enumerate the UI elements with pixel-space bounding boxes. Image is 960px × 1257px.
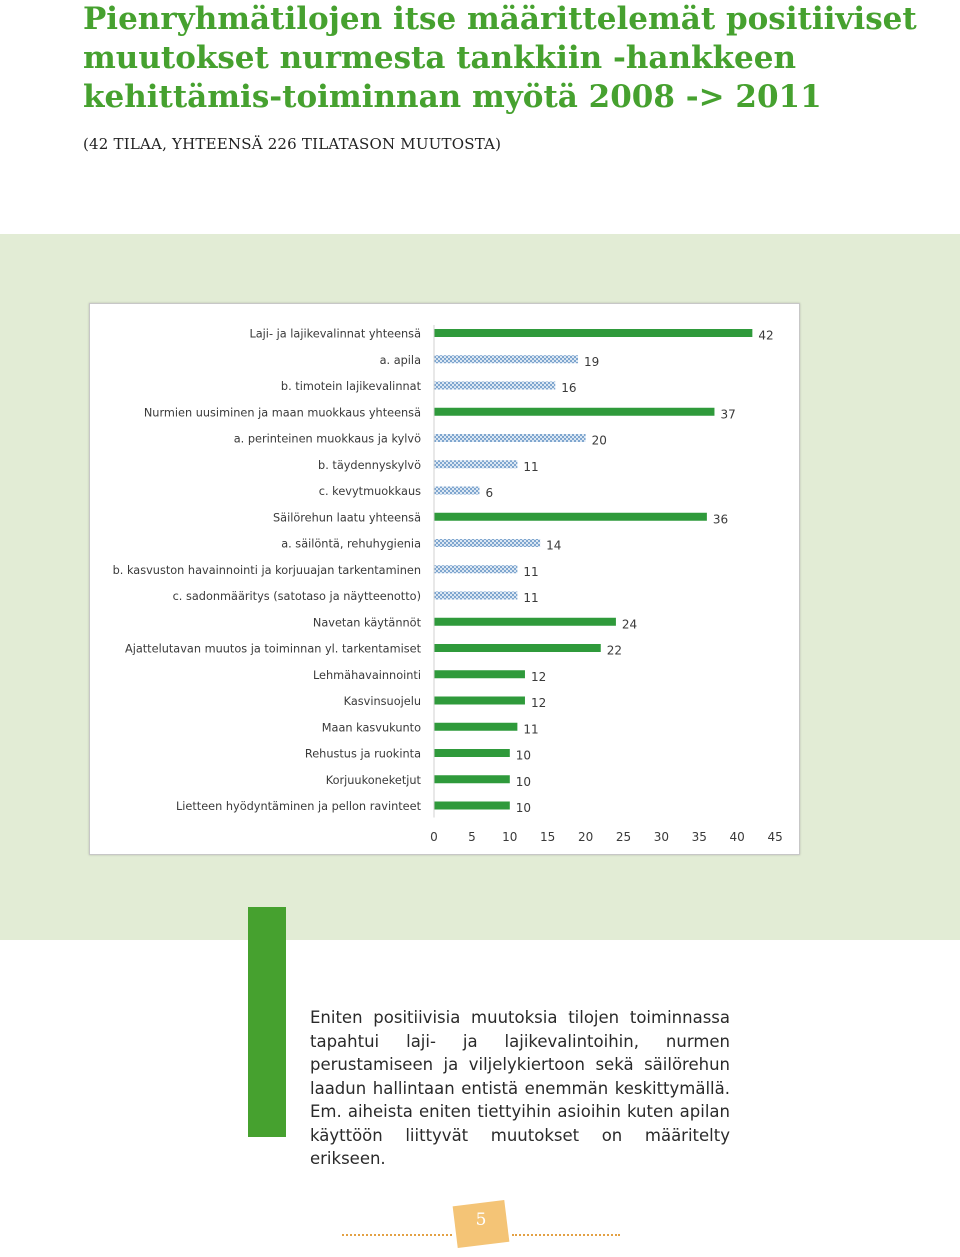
chart-bar xyxy=(434,775,510,783)
category-label: Lehmähavainnointi xyxy=(312,668,421,682)
accent-bar xyxy=(248,907,286,1137)
chart-bar xyxy=(434,802,510,810)
x-tick-label: 20 xyxy=(577,830,594,844)
x-tick-label: 45 xyxy=(767,830,783,844)
category-label: b. timotein lajikevalinnat xyxy=(280,380,421,393)
data-label: 11 xyxy=(523,591,539,605)
page-subtitle: (42 TILAA, YHTEENSÄ 226 TILATASON MUUTOSTA) xyxy=(83,135,502,153)
data-label: 22 xyxy=(606,643,623,658)
category-label: c. kevytmuokkaus xyxy=(318,485,421,498)
chart-bar xyxy=(434,513,707,521)
x-tick-label: 35 xyxy=(691,830,707,844)
data-label: 19 xyxy=(584,354,600,369)
category-label: Säilörehun laatu yhteensä xyxy=(272,511,421,525)
chart-bar xyxy=(434,670,525,678)
chart-bar xyxy=(434,618,616,626)
data-label: 11 xyxy=(523,459,539,474)
data-label: 6 xyxy=(485,486,494,500)
page-title: Pienryhmätilojen itse määrittelemät positiiviset muutokset nurmesta tankkiin -hankkeen kehittämis-toiminnan myötä 2008 -> 2011 xyxy=(83,1,917,115)
chart-frame xyxy=(89,303,800,855)
chart-bar xyxy=(434,723,517,731)
category-label: Maan kasvukunto xyxy=(321,721,421,735)
x-tick-label: 0 xyxy=(430,830,438,844)
body-paragraph: Eniten positiivisia muutoksia tilojen toiminnassa tapahtui laji- ja lajikevalintoihin, nurmen perustamiseen ja viljelykiertoon sekä säilörehun laadun hallintaan entistä enemmän keskittymällä. Em. aiheista eniten tiettyihin asioihin kuten apilan käyttöön liittyvät muutokset on määritelty erikseen. xyxy=(310,1008,730,1168)
category-label: a. perinteinen muokkaus ja kylvö xyxy=(233,432,421,446)
chart-bar xyxy=(434,408,714,416)
footer-dots-left xyxy=(342,1220,452,1236)
data-label: 10 xyxy=(515,801,532,815)
page-number: 5 xyxy=(475,1210,487,1230)
chart-bar xyxy=(434,382,555,390)
chart-bar xyxy=(434,434,586,442)
data-label: 12 xyxy=(530,696,547,710)
chart-bar xyxy=(434,697,525,705)
x-tick-label: 15 xyxy=(540,830,556,844)
chart-bar xyxy=(434,592,517,600)
chart-bar xyxy=(434,644,601,652)
data-label: 10 xyxy=(515,748,532,763)
category-label: c. sadonmääritys (satotaso ja näytteenotto) xyxy=(172,590,421,603)
category-label: b. täydennyskylvö xyxy=(318,458,421,472)
category-label: Nurmien uusiminen ja maan muokkaus yhteensä xyxy=(143,406,421,420)
category-label: Laji- ja lajikevalinnat yhteensä xyxy=(249,327,421,341)
category-label: Rehustus ja ruokinta xyxy=(304,747,421,761)
category-label: Ajattelutavan muutos ja toiminnan yl. tarkentamiset xyxy=(124,642,421,656)
data-label: 37 xyxy=(720,407,736,422)
data-label: 42 xyxy=(758,328,774,343)
category-label: a. apila xyxy=(379,353,421,367)
footer-dots-right xyxy=(512,1220,620,1236)
x-tick-label: 5 xyxy=(468,830,476,844)
chart-bar xyxy=(434,460,517,468)
x-tick-label: 40 xyxy=(729,830,745,844)
data-label: 24 xyxy=(621,617,638,632)
x-tick-label: 25 xyxy=(615,830,632,844)
data-label: 10 xyxy=(515,774,532,789)
chart-bar xyxy=(434,355,578,363)
category-label: Korjuukoneketjut xyxy=(325,773,421,787)
chart-bar xyxy=(434,329,752,337)
chart-bar xyxy=(434,749,510,757)
data-label: 14 xyxy=(546,538,562,553)
category-label: Kasvinsuojelu xyxy=(343,695,421,708)
chart-bar xyxy=(434,487,479,495)
data-label: 11 xyxy=(523,564,539,579)
data-label: 11 xyxy=(523,722,539,737)
chart-bar xyxy=(434,539,540,547)
category-label: a. säilöntä, rehuhygienia xyxy=(281,537,421,551)
category-label: b. kasvuston havainnointi ja korjuuajan tarkentaminen xyxy=(112,563,421,577)
bar-chart xyxy=(90,304,799,854)
data-label: 12 xyxy=(530,669,547,684)
data-label: 36 xyxy=(712,512,729,527)
x-tick-label: 10 xyxy=(502,830,518,844)
category-label: Lietteen hyödyntäminen ja pellon ravinteet xyxy=(175,800,421,813)
chart-bar xyxy=(434,565,517,573)
x-tick-label: 30 xyxy=(653,830,670,844)
data-label: 20 xyxy=(591,433,607,448)
data-label: 16 xyxy=(561,381,577,395)
category-label: Navetan käytännöt xyxy=(312,616,421,630)
